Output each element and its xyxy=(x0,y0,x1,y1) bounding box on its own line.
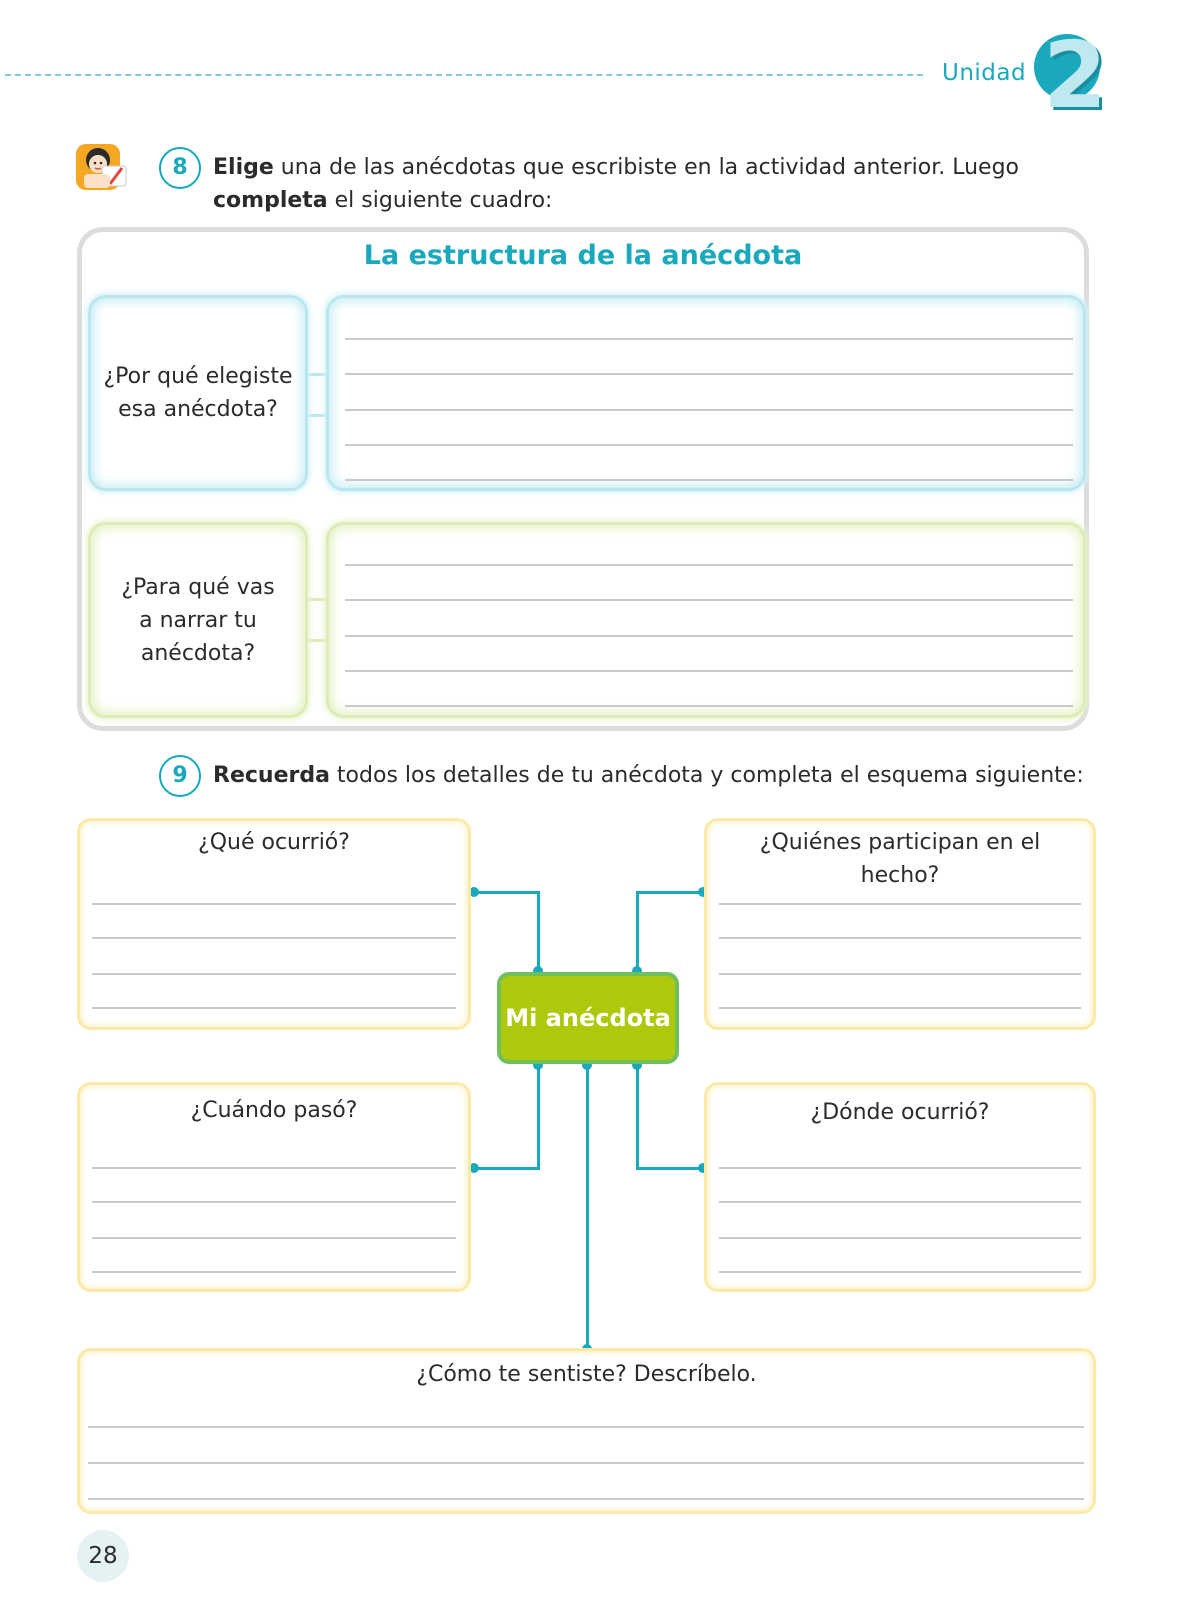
wire xyxy=(537,1062,540,1170)
who-participates-label: ¿Quiénes participan en el hecho? xyxy=(759,830,1041,888)
answer-line xyxy=(92,903,456,905)
answer-line xyxy=(92,1167,456,1169)
activity-8-text-part1: una de las anécdotas que escribiste en la actividad anterior. Luego xyxy=(273,155,1019,180)
answer-line xyxy=(719,1167,1081,1169)
answer-line xyxy=(345,635,1073,637)
answer-line xyxy=(88,1498,1084,1500)
answer-line xyxy=(88,1462,1084,1464)
wire xyxy=(636,1062,639,1170)
row-2-answer-box[interactable] xyxy=(326,522,1086,718)
activity-8-bold-verb: Elige xyxy=(213,155,274,180)
writing-child-icon xyxy=(74,140,132,194)
unit-label: Unidad xyxy=(942,60,1027,86)
activity-9-text: todos los detalles de tu anécdota y completa el esquema siguiente: xyxy=(329,763,1084,788)
wire xyxy=(636,891,639,974)
activity-9-bold-verb: Recuerda xyxy=(213,763,330,788)
row-2-question: ¿Para qué vas a narrar tu anécdota? xyxy=(121,574,275,666)
answer-line xyxy=(345,479,1073,481)
answer-line xyxy=(719,1201,1081,1203)
answer-line xyxy=(88,1426,1084,1428)
answer-line xyxy=(92,937,456,939)
answer-line xyxy=(719,937,1081,939)
wire xyxy=(636,1167,704,1170)
answer-line xyxy=(345,409,1073,411)
answer-line xyxy=(345,670,1073,672)
answer-line xyxy=(92,1237,456,1239)
answer-line xyxy=(345,444,1073,446)
what-happened-label: ¿Qué ocurrió? xyxy=(198,830,350,855)
activity-9-instructions xyxy=(213,759,1113,792)
answer-line xyxy=(345,705,1073,707)
answer-line xyxy=(92,973,456,975)
answer-line xyxy=(345,564,1073,566)
activity-9-number: 9 xyxy=(159,755,201,797)
wire xyxy=(586,1062,589,1352)
wire xyxy=(474,891,539,894)
answer-line xyxy=(345,599,1073,601)
answer-line xyxy=(92,1271,456,1273)
activity-8-text-part2: el siguiente cuadro: xyxy=(327,188,553,213)
center-node-mi-anecdota: Mi anécdota xyxy=(497,972,679,1064)
answer-line xyxy=(92,1201,456,1203)
unit-number: 2 xyxy=(1042,22,1107,129)
answer-line xyxy=(719,903,1081,905)
row-2-question-box xyxy=(88,522,308,718)
page-number: 28 xyxy=(88,1543,118,1569)
answer-line xyxy=(719,1271,1081,1273)
answer-line xyxy=(345,338,1073,340)
row-1-question-box xyxy=(88,295,308,491)
answer-line xyxy=(719,1007,1081,1009)
answer-line xyxy=(92,1007,456,1009)
activity-8-instructions xyxy=(213,151,1093,217)
row-1-answer-box[interactable] xyxy=(326,295,1086,491)
header-dashed-line xyxy=(5,74,923,76)
wire xyxy=(636,891,704,894)
activity-8-number: 8 xyxy=(159,147,201,189)
answer-line xyxy=(345,373,1073,375)
answer-line xyxy=(719,1237,1081,1239)
when-label: ¿Cuándo pasó? xyxy=(190,1098,358,1123)
feelings-label: ¿Cómo te sentiste? Descríbelo. xyxy=(416,1362,757,1387)
where-label: ¿Dónde ocurrió? xyxy=(810,1100,990,1125)
row-1-question: ¿Por qué elegiste esa anécdota? xyxy=(103,364,293,422)
answer-line xyxy=(719,973,1081,975)
activity-8-bold-verb-2: completa xyxy=(213,188,328,213)
structure-table-title: La estructura de la anécdota xyxy=(363,240,803,271)
wire xyxy=(537,891,540,974)
wire xyxy=(474,1167,540,1170)
